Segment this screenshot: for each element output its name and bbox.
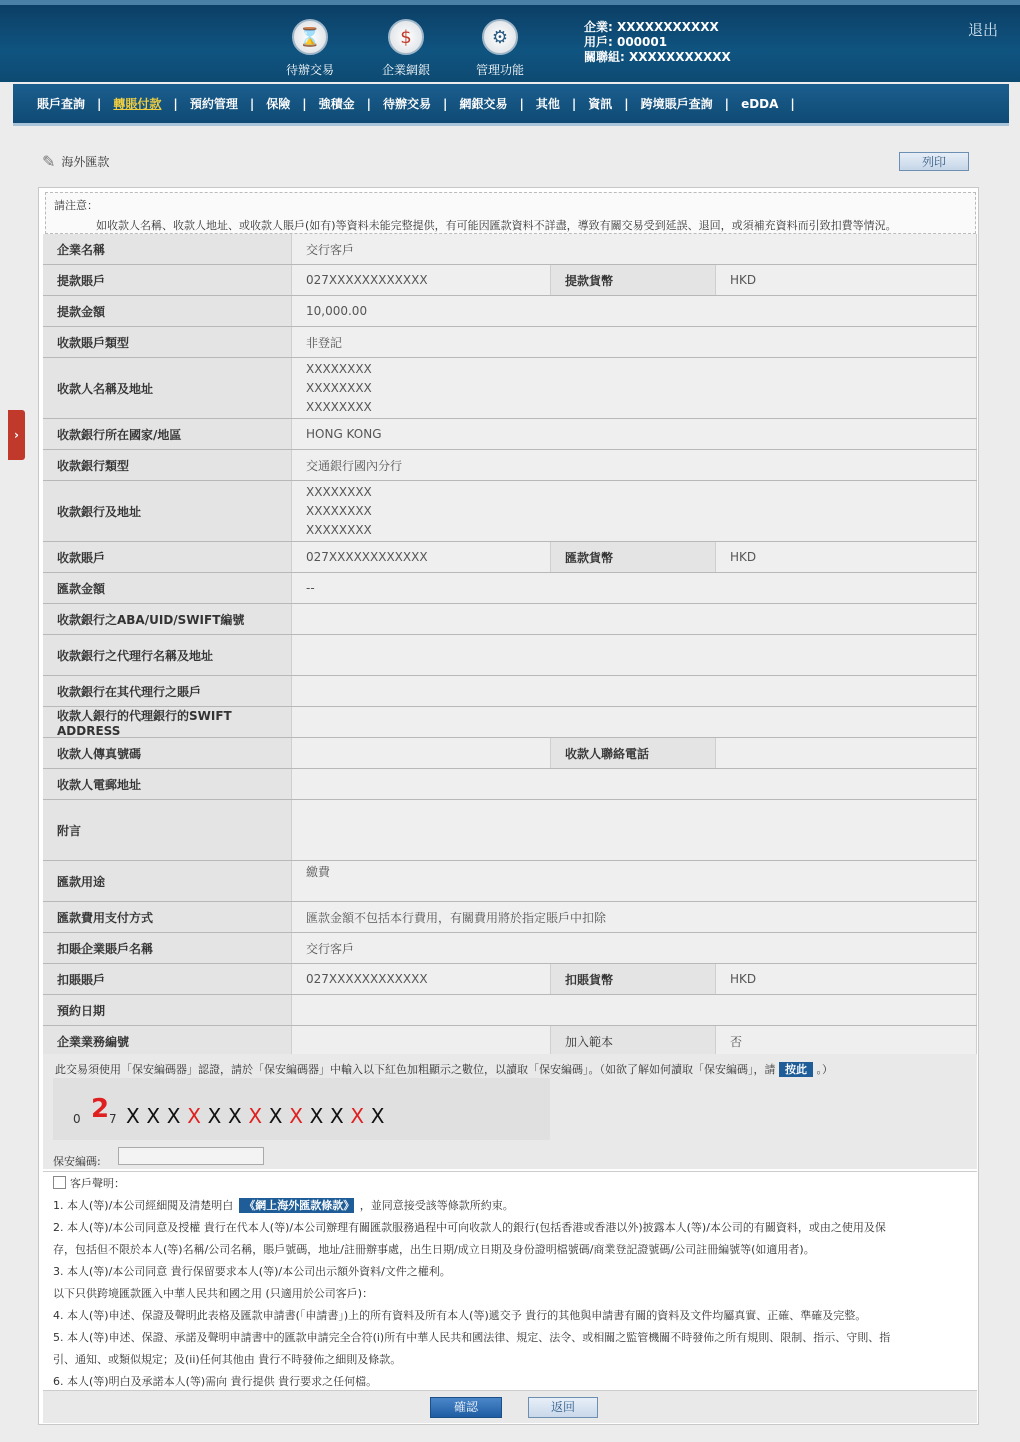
value: 027XXXXXXXXXXXX — [292, 265, 551, 295]
value: 10,000.00 — [292, 296, 977, 326]
row-payee-email — [43, 769, 977, 800]
nav-separator: | — [443, 96, 448, 111]
page-title: 海外匯款 — [61, 155, 110, 169]
row-bank-type — [43, 450, 977, 481]
value: HKD — [716, 964, 977, 994]
value — [292, 800, 977, 860]
address-line: XXXXXXXX — [306, 399, 372, 414]
address-line: XXXXXXXX — [306, 503, 372, 518]
security-code-display — [53, 1078, 550, 1140]
row-bank-country — [43, 419, 977, 450]
value: HKD — [716, 265, 977, 295]
nav-separator: | — [97, 96, 102, 111]
label: 企業業務編號 — [43, 1026, 292, 1056]
declaration-title: 客戶聲明： — [70, 1177, 125, 1190]
value: 否 — [716, 1026, 977, 1056]
value: 交通銀行國內分行 — [292, 450, 977, 480]
nav-separator: | — [366, 96, 372, 111]
nav-separator: | — [249, 96, 255, 111]
nav-item-label: 跨境賬戶查詢 — [640, 97, 713, 111]
label: 收款人名稱及地址 — [43, 358, 292, 418]
confirm-button[interactable]: 確認 — [430, 1397, 502, 1418]
label: 收款賬戶類型 — [43, 327, 292, 357]
row-payee-name-address — [43, 358, 977, 419]
side-expand-tab[interactable] — [8, 410, 25, 460]
value — [292, 481, 977, 541]
security-code-section — [43, 1054, 977, 1169]
row-swift-code — [43, 604, 977, 635]
value: 交行客戶 — [292, 933, 977, 963]
label: 預約日期 — [43, 995, 292, 1025]
main-nav — [13, 84, 1009, 126]
label: 加入範本 — [551, 1026, 716, 1056]
row-charge-account-name — [43, 933, 977, 964]
value — [292, 635, 977, 675]
label: 收款人電郵地址 — [43, 769, 292, 799]
row-bank-name-address — [43, 481, 977, 542]
nav-separator: | — [571, 96, 577, 111]
declaration-text: 5. 本人(等)申述、保證、承諾及聲明申請書中的匯款申請完全合符(i)所有中華人民共和國法律、規定、法令、或相關之監管機關不時發佈之所有規則、限制、指示、守則、指 — [53, 1331, 891, 1344]
code-char: X — [228, 1104, 242, 1128]
label: 企業名稱 — [43, 234, 292, 264]
declaration-line — [53, 1241, 815, 1257]
declaration-line — [53, 1351, 401, 1367]
user-id-info: 用戶: 000001 — [584, 35, 668, 49]
pending-transactions-button[interactable] — [275, 19, 345, 78]
row-payee-account — [43, 542, 977, 573]
row-booking-date — [43, 995, 977, 1026]
label: 附言 — [43, 800, 292, 860]
declaration-line — [53, 1285, 373, 1301]
row-agent-swift — [43, 707, 977, 738]
nav-separator: | — [173, 96, 178, 111]
row-remit-amount — [43, 573, 977, 604]
value — [292, 769, 977, 799]
row-agent-bank — [43, 635, 977, 676]
nav-item-label: eDDA — [741, 96, 779, 111]
nav-item[interactable] — [459, 95, 535, 112]
notice-title: 請注意： — [54, 199, 98, 212]
label: 匯款用途 — [43, 861, 292, 901]
value: HKD — [716, 542, 977, 572]
value: 非登記 — [292, 327, 977, 357]
row-charge-account — [43, 964, 977, 995]
value — [292, 707, 977, 737]
label: 扣賬貨幣 — [551, 964, 716, 994]
value — [292, 1026, 551, 1056]
row-payee-account-type — [43, 327, 977, 358]
nav-separator: | — [624, 96, 629, 111]
declaration-line — [53, 1373, 377, 1389]
corporate-banking-label: 企業網銀 — [381, 63, 430, 77]
details-table — [43, 234, 977, 1057]
nav-separator: | — [724, 96, 730, 111]
management-label: 管理功能 — [475, 63, 524, 77]
nav-item-label: 保險 — [266, 97, 291, 111]
corporate-banking-icon: $ — [388, 19, 424, 55]
instruction-end: 。） — [816, 1063, 833, 1076]
declaration-line — [53, 1197, 514, 1213]
code-char: X — [330, 1104, 344, 1128]
row-company-name — [43, 234, 977, 265]
nav-item[interactable] — [37, 95, 113, 112]
nav-item[interactable] — [641, 95, 741, 112]
security-instruction — [55, 1061, 833, 1077]
nav-item[interactable] — [319, 95, 383, 112]
security-code-label: 保安編碼: — [53, 1155, 101, 1168]
nav-item-label: 資訊 — [588, 97, 613, 111]
notice-text: 如收款人名稱、收款人地址、或收款人賬戶(如有)等資料未能完整提供，有可能因匯款資料不詳盡，導致有關交易受到延誤、退回，或須補充資料而引致扣費等情況。 — [96, 219, 897, 232]
pen-icon: ✎ — [42, 152, 56, 171]
label: 扣賬賬戶 — [43, 964, 292, 994]
chevron-right-icon: › — [14, 428, 19, 442]
notice-box — [45, 192, 976, 234]
logout-link[interactable]: 退出 — [967, 21, 998, 39]
nav-item[interactable] — [190, 95, 266, 112]
click-here-link[interactable]: 按此 — [779, 1062, 813, 1077]
code-digit: 0 — [73, 1112, 81, 1126]
company-info: 企業: XXXXXXXXXXX — [584, 20, 719, 34]
label: 提款賬戶 — [43, 265, 292, 295]
declaration-text: 4. 本人(等)申述、保證及聲明此表格及匯款申請書(「申請書」)上的所有資料及所有本人(等)遞交予 貴行的其他與申請書有關的資料及文件均屬真實、正確、準確及完整。 — [53, 1309, 867, 1322]
nav-item-label: 待辦交易 — [383, 97, 432, 111]
code-char: X — [187, 1104, 201, 1128]
code-digit: 7 — [109, 1112, 117, 1126]
code-char: X — [289, 1104, 303, 1128]
declaration-text-end: ，並同意接受該等條款所約束。 — [359, 1199, 514, 1212]
back-button[interactable]: 返回 — [528, 1397, 598, 1418]
security-code-input[interactable] — [118, 1147, 264, 1165]
value — [716, 738, 977, 768]
button-bar — [43, 1390, 977, 1423]
management-button[interactable] — [465, 19, 535, 78]
declaration-text: 存，包括但不限於本人(等)名稱/公司名稱，賬戶號碼，地址/註冊辦事處，出生日期/成立日期及身份證明檔號碼/商業登記證號碼/公司註冊編號等(如適用者)。 — [53, 1243, 815, 1256]
top-header — [0, 0, 1020, 82]
declaration-line — [53, 1307, 866, 1323]
address-line: XXXXXXXX — [306, 380, 372, 395]
nav-item[interactable] — [588, 95, 640, 112]
value — [292, 358, 977, 418]
declaration-text: 2. 本人(等)/本公司同意及授權 貴行在代本人(等)/本公司辦理有關匯款服務過程中可向收款人的銀行(包括香港或香港以外)披露本人(等)/本公司的有關資料，或由之使用及保 — [53, 1221, 886, 1234]
label: 收款人聯絡電話 — [551, 738, 716, 768]
label: 收款銀行類型 — [43, 450, 292, 480]
code-char: X — [370, 1104, 385, 1128]
label: 收款賬戶 — [43, 542, 292, 572]
value: 匯款金額不包括本行費用，有關費用將於指定賬戶中扣除 — [292, 902, 977, 932]
row-debit-account — [43, 265, 977, 296]
corporate-banking-button[interactable] — [371, 19, 441, 78]
value: 027XXXXXXXXXXXX — [292, 964, 551, 994]
gear-icon: ⚙ — [482, 19, 518, 55]
declaration-line — [53, 1263, 451, 1279]
value — [292, 604, 977, 634]
value — [292, 738, 551, 768]
code-char: X — [207, 1104, 222, 1128]
nav-item[interactable] — [383, 95, 459, 112]
label: 收款銀行及地址 — [43, 481, 292, 541]
code-char: X — [146, 1104, 161, 1128]
row-payee-fax — [43, 738, 977, 769]
value — [292, 995, 977, 1025]
label: 收款人傳真號碼 — [43, 738, 292, 768]
nav-item-label: 轉賬付款 — [113, 97, 162, 111]
label: 收款人銀行的代理銀行的SWIFT ADDRESS — [43, 707, 292, 737]
nav-item-label: 網銀交易 — [459, 97, 508, 111]
declaration-line — [53, 1329, 890, 1345]
nav-separator: | — [519, 96, 524, 111]
row-debit-amount — [43, 296, 977, 327]
label: 提款貨幣 — [551, 265, 716, 295]
declaration-text: 3. 本人(等)/本公司同意 貴行保留要求本人(等)/本公司出示額外資料/文件之權利。 — [53, 1265, 451, 1278]
row-business-no — [43, 1026, 977, 1057]
value: HONG KONG — [292, 419, 977, 449]
address-line: XXXXXXXX — [306, 484, 372, 499]
code-char: X — [126, 1104, 140, 1128]
customer-declaration — [43, 1171, 977, 1391]
code-digit: 2 — [91, 1094, 110, 1124]
value: 027XXXXXXXXXXXX — [292, 542, 551, 572]
code-char: X — [350, 1104, 365, 1128]
nav-item-label: 強積金 — [318, 97, 355, 111]
declaration-text: 以下只供跨境匯款匯入中華人民共和國之用 (只適用於公司客戶)： — [53, 1287, 374, 1300]
label: 匯款貨幣 — [551, 542, 716, 572]
address-line: XXXXXXXX — [306, 361, 372, 376]
label: 匯款費用支付方式 — [43, 902, 292, 932]
row-purpose — [43, 861, 977, 902]
group-info: 關聯組: XXXXXXXXXXX — [584, 50, 731, 64]
row-fee-method — [43, 902, 977, 933]
instruction-text: 此交易須使用「保安編碼器」認證，請於「保安編碼器」中輸入以下紅色加粗顯示之數位，以讀取「保安編碼」。（如欲了解如何讀取「保安編碼」，請 — [55, 1063, 776, 1076]
address-line: XXXXXXXX — [306, 522, 372, 537]
row-agent-account — [43, 676, 977, 707]
declaration-text: 引、通知、或類似規定；及(ii)任何其他由 貴行不時發佈之細則及條款。 — [53, 1353, 402, 1366]
declaration-title-row — [53, 1175, 125, 1191]
label: 扣賬企業賬戶名稱 — [43, 933, 292, 963]
nav-item-label: 其他 — [535, 97, 560, 111]
declaration-line — [53, 1219, 886, 1235]
value: -- — [292, 573, 977, 603]
value — [292, 676, 977, 706]
code-char: X — [166, 1104, 181, 1128]
code-char: X — [248, 1104, 263, 1128]
label: 提款金額 — [43, 296, 292, 326]
pending-label: 待辦交易 — [285, 63, 334, 77]
pending-icon: ⌛ — [292, 19, 328, 55]
value: 交行客戶 — [292, 234, 977, 264]
nav-separator: | — [302, 96, 307, 111]
nav-item-label: 預約管理 — [189, 97, 238, 111]
nav-item[interactable] — [113, 95, 189, 112]
label: 收款銀行所在國家/地區 — [43, 419, 292, 449]
nav-item[interactable] — [266, 95, 318, 112]
page-title-wrap — [42, 152, 109, 171]
code-char: X — [309, 1104, 324, 1128]
label: 匯款金額 — [43, 573, 292, 603]
declaration-text: 1. 本人(等)/本公司經細閱及清楚明白 — [53, 1199, 234, 1212]
label: 收款銀行在其代理行之賬戶 — [43, 676, 292, 706]
user-info — [584, 20, 731, 65]
label: 收款銀行之ABA/UID/SWIFT編號 — [43, 604, 292, 634]
nav-item[interactable] — [741, 97, 807, 111]
row-remark — [43, 800, 977, 861]
code-char: X — [268, 1104, 283, 1128]
terms-link[interactable]: 《網上海外匯款條款》 — [239, 1198, 354, 1213]
nav-item-label: 賬戶查詢 — [37, 97, 86, 111]
nav-item[interactable] — [536, 95, 588, 112]
value: 繳費 — [292, 861, 977, 901]
print-button[interactable]: 列印 — [899, 152, 969, 171]
label: 收款銀行之代理行名稱及地址 — [43, 635, 292, 675]
nav-separator: | — [790, 96, 795, 111]
declaration-checkbox[interactable] — [53, 1176, 66, 1189]
declaration-text: 6. 本人(等)明白及承諾本人(等)需向 貴行提供 貴行要求之任何檔。 — [53, 1375, 378, 1388]
